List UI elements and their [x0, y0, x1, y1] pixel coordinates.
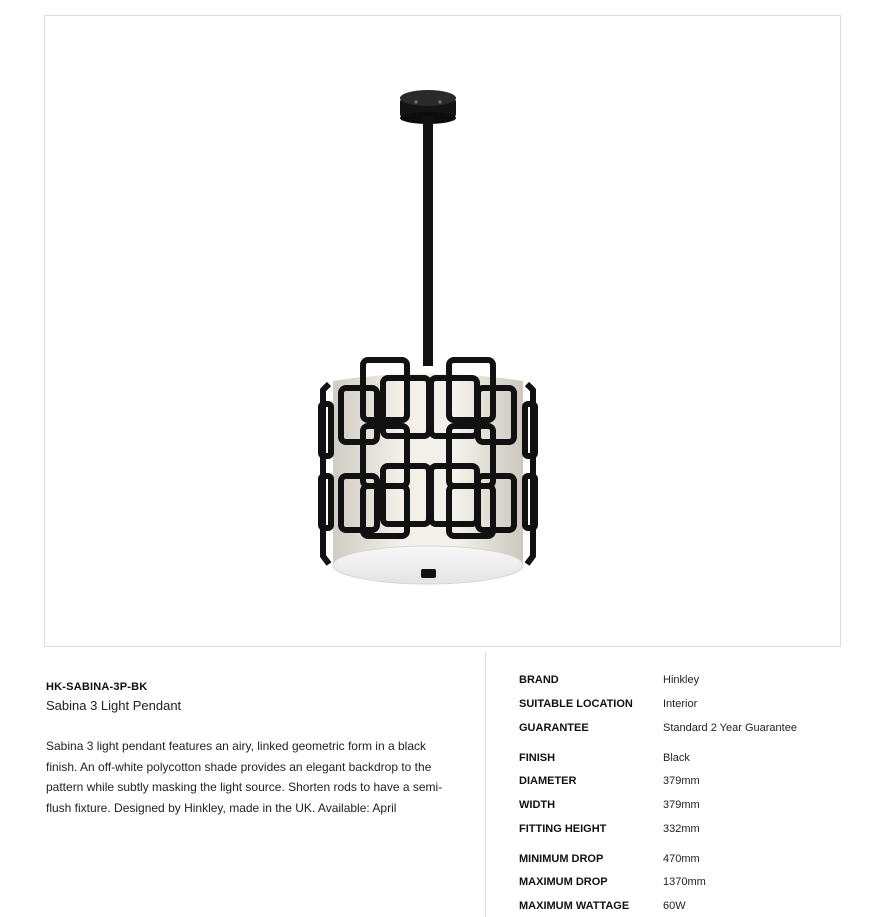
spec-row-minimum-drop: [519, 850, 859, 868]
spec-label: GUARANTEE: [519, 722, 589, 734]
spec-label: MINIMUM DROP: [519, 853, 604, 865]
spec-value: Interior: [663, 698, 698, 710]
spec-label: FITTING HEIGHT: [519, 823, 607, 835]
down-rod: [423, 116, 433, 366]
product-sku: HK-SABINA-3P-BK: [46, 681, 148, 693]
spec-value: Standard 2 Year Guarantee: [663, 722, 797, 734]
spec-value: 1370mm: [663, 876, 706, 888]
spec-row-diameter: [519, 772, 859, 790]
spec-value: 470mm: [663, 853, 700, 865]
spec-row-maximum-wattage: [519, 897, 859, 915]
spec-value: Black: [663, 752, 690, 764]
spec-label: BRAND: [519, 674, 559, 686]
spec-value: 379mm: [663, 799, 700, 811]
spec-label: MAXIMUM WATTAGE: [519, 900, 630, 912]
spec-label: SUITABLE LOCATION: [519, 698, 633, 710]
spec-label: WIDTH: [519, 799, 556, 811]
spec-row-guarantee: [519, 719, 859, 737]
spec-row-maximum-drop: [519, 873, 859, 891]
spec-row-brand: [519, 671, 859, 689]
column-divider: [485, 652, 486, 917]
spec-label: MAXIMUM DROP: [519, 876, 608, 888]
spec-row-suitable-location: [519, 695, 859, 713]
spec-row-width: [519, 796, 859, 814]
spec-value: 332mm: [663, 823, 700, 835]
product-description: Sabina 3 light pendant features an airy, linked geometric form in a black finish. An off-white polycotton shade provides an elegant backdrop to the pattern while subtly masking the light source. Shorten rods to have a semi-flush fixture. Designed by Hinkley, made in the UK. Available: April: [46, 739, 443, 815]
product-image-frame: [44, 15, 841, 647]
spec-value: 379mm: [663, 775, 700, 787]
spec-row-finish: [519, 749, 859, 767]
spec-value: 60W: [663, 900, 686, 912]
spec-value: Hinkley: [663, 674, 700, 686]
spec-label: FINISH: [519, 752, 556, 764]
spec-row-fitting-height: [519, 820, 859, 838]
spec-label: DIAMETER: [519, 775, 577, 787]
pendant-light-image: [45, 16, 842, 648]
product-info: [46, 680, 456, 818]
product-name: Sabina 3 Light Pendant: [46, 698, 182, 713]
